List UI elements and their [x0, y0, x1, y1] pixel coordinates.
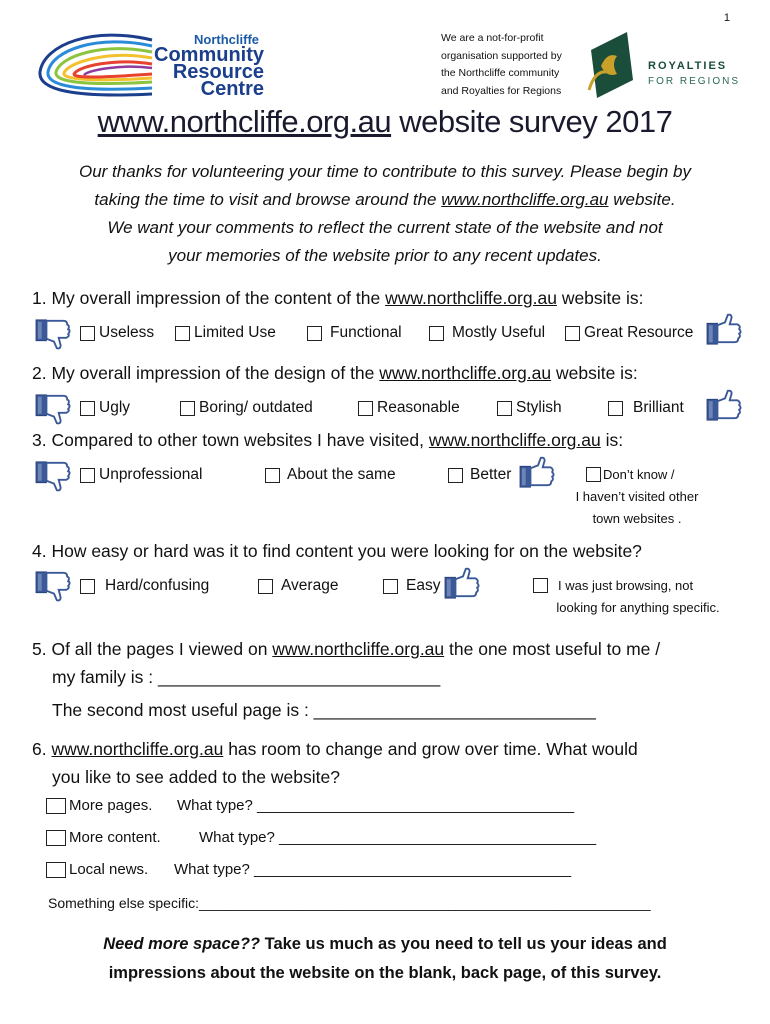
q5-answer-line-2[interactable]: The second most useful page is : _____________________________ [52, 700, 596, 720]
q6-local-news-type-field[interactable]: What type? ______________________________________ [174, 861, 572, 878]
q4-option-just-browsing-continued: looking for anything specific. [556, 600, 720, 615]
checkbox[interactable] [46, 862, 66, 878]
option-label: Functional [330, 324, 402, 341]
checkbox[interactable] [383, 579, 398, 594]
community-resource-centre-logo [34, 24, 284, 110]
q1-option-limited-use[interactable] [175, 324, 276, 342]
checkbox[interactable] [358, 401, 373, 416]
checkbox[interactable] [80, 401, 95, 416]
question-link[interactable]: www.northcliffe.org.au [385, 288, 557, 308]
question-5 [32, 635, 660, 691]
question-6 [32, 735, 638, 791]
checkbox[interactable] [258, 579, 273, 594]
checkbox[interactable] [80, 579, 95, 594]
checkbox[interactable] [429, 326, 444, 341]
intro-line: We want your comments to reflect the current state of the website and not [107, 218, 663, 237]
logo-line-community: Community [154, 44, 264, 66]
checkbox[interactable] [497, 401, 512, 416]
q1-option-mostly-useful[interactable] [429, 324, 545, 342]
option-label: Average [281, 577, 339, 594]
option-label: Great Resource [584, 324, 694, 341]
for-regions-line: FOR REGIONS [648, 76, 741, 87]
question-link[interactable]: www.northcliffe.org.au [379, 363, 552, 383]
question-line [32, 735, 638, 763]
checkbox[interactable] [46, 830, 66, 846]
thumbs-down-icon [34, 393, 74, 427]
question-text: has room to change and grow over time. What would [223, 739, 638, 759]
question-link[interactable]: www.northcliffe.org.au [428, 430, 601, 450]
blurb-line: the Northcliffe community [441, 67, 560, 79]
q3-option-about-the-same[interactable] [265, 466, 396, 484]
thumbs-down-icon [34, 318, 74, 352]
q4-option-easy[interactable] [383, 577, 440, 595]
checkbox[interactable] [608, 401, 623, 416]
option-label: I was just browsing, not [558, 578, 694, 593]
thumbs-up-icon [705, 312, 745, 346]
question-3 [32, 430, 623, 451]
q4-option-just-browsing[interactable] [533, 578, 693, 593]
q2-option-boring-outdated[interactable] [180, 399, 313, 417]
royalties-for-regions-text [648, 58, 740, 90]
question-text: 2. My overall impression of the design of the [32, 363, 380, 383]
checkbox[interactable] [307, 326, 322, 341]
question-text: website is: [551, 363, 638, 383]
checkbox[interactable] [448, 468, 463, 483]
q1-option-great-resource[interactable] [565, 324, 693, 342]
blurb-line: organisation supported by [441, 49, 562, 62]
checkbox[interactable] [586, 467, 601, 482]
q4-option-average[interactable] [258, 577, 338, 595]
checkbox[interactable] [565, 326, 580, 341]
option-label: More content. [69, 829, 161, 846]
thumbs-up-icon [443, 566, 483, 600]
q2-option-brilliant[interactable] [608, 399, 684, 417]
checkbox[interactable] [533, 578, 548, 593]
q6-option-local-news[interactable] [46, 861, 148, 878]
question-link[interactable]: www.northcliffe.org.au [272, 639, 445, 659]
title-rest: website survey 2017 [391, 104, 673, 139]
title-link[interactable]: www.northcliffe.org.au [97, 104, 392, 139]
option-label: Local news. [69, 861, 149, 878]
royalties-for-regions-logo-mark [587, 30, 637, 100]
option-label: Boring/ outdated [199, 399, 313, 416]
checkbox[interactable] [80, 468, 95, 483]
q2-option-stylish[interactable] [497, 399, 562, 417]
logo-name [142, 44, 264, 100]
intro-link[interactable]: www.northcliffe.org.au [441, 190, 609, 209]
logo-swirl-icon [34, 24, 154, 110]
page-number: 1 [723, 12, 730, 24]
option-label: Ugly [99, 399, 131, 416]
q2-option-ugly[interactable] [80, 399, 130, 417]
intro-line: Our thanks for volunteering your time to contribute to this survey. Please begin by [79, 162, 691, 181]
question-text: 1. My overall impression of the content of the [32, 288, 386, 308]
option-label: Stylish [516, 399, 562, 416]
q2-option-reasonable[interactable] [358, 399, 460, 417]
option-label: Useless [99, 324, 155, 341]
thumbs-down-icon [34, 570, 74, 604]
q5-answer-line-1[interactable]: my family is : _____________________________ [52, 667, 441, 687]
logo-small-text: Northcliffe [194, 32, 259, 47]
blurb-line: and Royalties for Regions [441, 84, 562, 97]
organisation-blurb [441, 30, 591, 100]
option-label: Hard/confusing [105, 577, 210, 594]
question-line [32, 635, 660, 663]
question-text: the one most useful to me / [444, 639, 661, 659]
option-label: Reasonable [377, 399, 460, 416]
checkbox[interactable] [46, 798, 66, 814]
question-2 [32, 363, 638, 384]
intro-paragraph [20, 158, 750, 270]
blurb-line: We are a not-for-profit [441, 32, 544, 44]
logo-line-resource: Resource [172, 61, 264, 83]
checkbox[interactable] [175, 326, 190, 341]
royalties-line: ROYALTIES [648, 60, 728, 72]
closing-emphasis: Need more space?? [103, 935, 260, 953]
intro-line: your memories of the website prior to any recent updates. [168, 246, 602, 265]
thumbs-up-icon [705, 388, 745, 422]
q4-option-hard-confusing[interactable] [80, 577, 209, 595]
closing-text: Take us much as you need to tell us your ideas and [260, 935, 667, 953]
intro-text: website. [608, 190, 676, 209]
closing-line [0, 930, 770, 959]
q3-option-dont-know-continued [552, 486, 722, 530]
q6-more-content-type-field[interactable]: What type? ______________________________________ [199, 829, 597, 846]
option-label-line: town websites . [592, 511, 682, 526]
checkbox[interactable] [265, 468, 280, 483]
option-label: About the same [287, 466, 396, 483]
option-label: Mostly Useful [452, 324, 546, 341]
question-text: 3. Compared to other town websites I have visited, [32, 430, 429, 450]
q6-option-more-pages[interactable] [46, 797, 152, 814]
option-label: Better [470, 466, 512, 483]
q6-more-pages-type-field[interactable]: What type? ______________________________________ [177, 797, 575, 814]
q1-option-useless[interactable] [80, 324, 154, 342]
question-text: website is: [556, 288, 644, 308]
q6-option-more-content[interactable] [46, 829, 161, 846]
question-1 [32, 288, 644, 309]
option-label: Limited Use [194, 324, 276, 341]
thumbs-down-icon [34, 460, 74, 494]
q3-option-unprofessional[interactable] [80, 466, 202, 484]
option-label: Brilliant [633, 399, 684, 416]
option-label: More pages. [69, 797, 153, 814]
question-text: 6. [32, 739, 52, 759]
option-label: Easy [406, 577, 441, 594]
page-title [0, 104, 770, 140]
thumbs-up-icon [518, 455, 558, 489]
checkbox[interactable] [80, 326, 95, 341]
intro-line [20, 186, 750, 214]
q3-option-better[interactable] [448, 466, 511, 484]
question-link[interactable]: www.northcliffe.org.au [51, 739, 224, 759]
question-line: you like to see added to the website? [52, 767, 340, 787]
question-text: 5. Of all the pages I viewed on [32, 639, 273, 659]
option-label-line: I haven’t visited other [575, 489, 699, 504]
q1-option-functional[interactable] [307, 324, 402, 342]
option-label: Unprofessional [99, 466, 203, 483]
closing-line: impressions about the website on the blank, back page, of this survey. [108, 964, 662, 982]
intro-text: taking the time to visit and browse around the [94, 190, 442, 209]
question-4: 4. How easy or hard was it to find content you were looking for on the website? [32, 541, 642, 561]
question-text: is: [600, 430, 624, 450]
closing-note [0, 930, 770, 988]
q6-something-else-field[interactable]: Something else specific:__________________________________________________________ [48, 895, 651, 911]
q3-option-dont-know[interactable] [586, 467, 675, 482]
checkbox[interactable] [180, 401, 195, 416]
logo-line-centre: Centre [200, 78, 264, 100]
option-label: Don’t know / [603, 467, 675, 482]
